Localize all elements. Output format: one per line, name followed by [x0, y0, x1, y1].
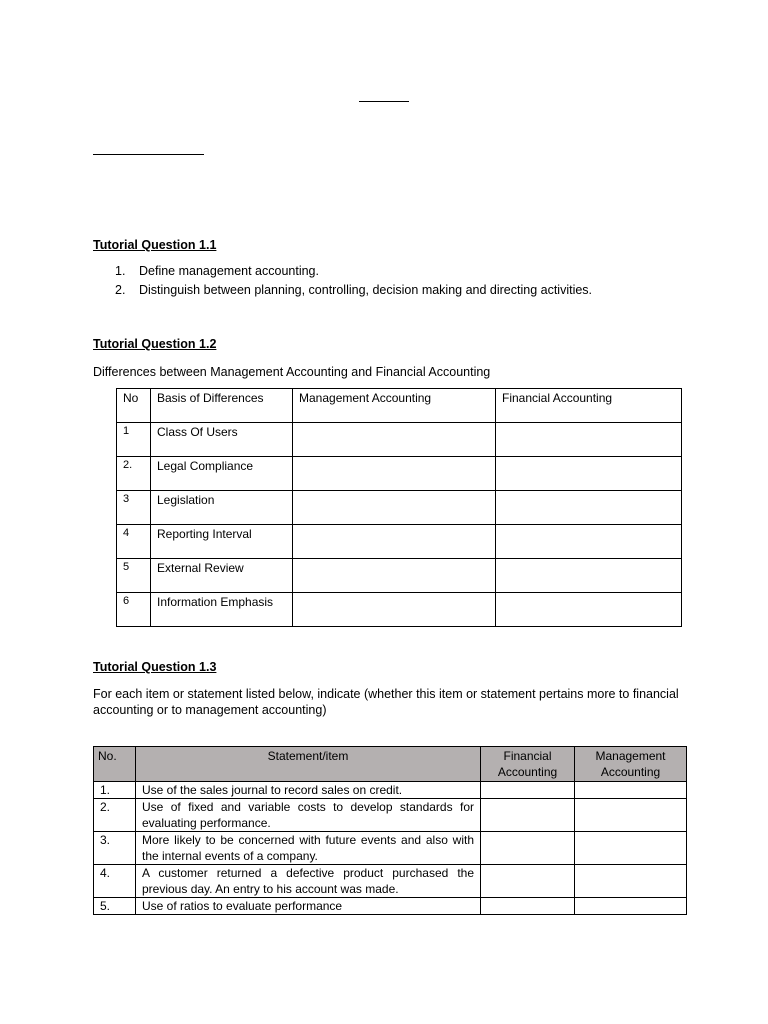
- row-basis: Information Emphasis: [151, 593, 293, 627]
- header-basis: Basis of Differences: [151, 389, 293, 423]
- table-row: [117, 457, 682, 491]
- list-item: [115, 263, 592, 282]
- answer-cell-financial[interactable]: [481, 865, 575, 898]
- answer-cell-management[interactable]: [575, 832, 687, 865]
- q1-heading: Tutorial Question 1.1: [93, 238, 217, 252]
- row-number: 5: [117, 559, 151, 593]
- answer-cell-financial[interactable]: [481, 782, 575, 799]
- answer-cell-management[interactable]: [293, 491, 496, 525]
- row-statement: Use of ratios to evaluate performance: [136, 898, 481, 915]
- answer-cell-financial[interactable]: [496, 593, 682, 627]
- row-number: 3.: [94, 832, 136, 865]
- answer-cell-management[interactable]: [575, 799, 687, 832]
- header-management: Management Accounting: [575, 747, 687, 782]
- answer-cell-management[interactable]: [293, 457, 496, 491]
- list-item-text: Distinguish between planning, controlling, decision making and directing activities.: [139, 283, 593, 297]
- table-row: [94, 782, 687, 799]
- row-basis: Legal Compliance: [151, 457, 293, 491]
- differences-table: [116, 388, 682, 627]
- header-statement: Statement/item: [136, 747, 481, 782]
- table-row: [117, 559, 682, 593]
- answer-cell-financial[interactable]: [481, 832, 575, 865]
- table-row: [117, 593, 682, 627]
- answer-cell-management[interactable]: [293, 593, 496, 627]
- row-basis: Class Of Users: [151, 423, 293, 457]
- statements-table: [93, 746, 687, 915]
- row-number: 3: [117, 491, 151, 525]
- table-row: [117, 491, 682, 525]
- list-item-text: Define management accounting.: [139, 264, 319, 278]
- table-row: [94, 799, 687, 832]
- answer-cell-management[interactable]: [575, 782, 687, 799]
- table-row: [117, 423, 682, 457]
- answer-cell-financial[interactable]: [496, 457, 682, 491]
- table-header-row: [117, 389, 682, 423]
- table-row: [94, 865, 687, 898]
- header-financial: Financial Accounting: [481, 747, 575, 782]
- row-basis: External Review: [151, 559, 293, 593]
- answer-cell-financial[interactable]: [481, 799, 575, 832]
- row-statement: A customer returned a defective product purchased the previous day. An entry to his account was made.: [136, 865, 481, 898]
- row-number: 2.: [117, 457, 151, 491]
- header-management: Management Accounting: [293, 389, 496, 423]
- row-number: 1: [117, 423, 151, 457]
- table-row: [94, 898, 687, 915]
- header-no: No: [117, 389, 151, 423]
- q2-heading: Tutorial Question 1.2: [93, 337, 217, 351]
- list-item: [115, 282, 592, 301]
- top-center-rule: [359, 101, 409, 102]
- table-row: [94, 832, 687, 865]
- row-number: 1.: [94, 782, 136, 799]
- q1-question-list: [115, 263, 592, 301]
- table-row: [117, 525, 682, 559]
- q3-instructions: For each item or statement listed below, indicate (whether this item or statement pertains more to financial accounting or to management accounting): [93, 687, 679, 717]
- answer-cell-management[interactable]: [575, 898, 687, 915]
- header-financial: Financial Accounting: [496, 389, 682, 423]
- row-statement: Use of the sales journal to record sales on credit.: [136, 782, 481, 799]
- answer-cell-management[interactable]: [293, 559, 496, 593]
- header-no: No.: [94, 747, 136, 782]
- answer-cell-management[interactable]: [575, 865, 687, 898]
- row-basis: Legislation: [151, 491, 293, 525]
- answer-cell-financial[interactable]: [496, 525, 682, 559]
- row-number: 4.: [94, 865, 136, 898]
- row-number: 2.: [94, 799, 136, 832]
- answer-cell-management[interactable]: [293, 423, 496, 457]
- row-statement: Use of fixed and variable costs to develop standards for evaluating performance.: [136, 799, 481, 832]
- row-number: 6: [117, 593, 151, 627]
- list-item-number: 1.: [115, 264, 126, 278]
- answer-cell-financial[interactable]: [481, 898, 575, 915]
- row-basis: Reporting Interval: [151, 525, 293, 559]
- answer-cell-financial[interactable]: [496, 423, 682, 457]
- table-header-row: [94, 747, 687, 782]
- answer-cell-management[interactable]: [293, 525, 496, 559]
- answer-cell-financial[interactable]: [496, 491, 682, 525]
- answer-cell-financial[interactable]: [496, 559, 682, 593]
- q3-heading: Tutorial Question 1.3: [93, 660, 217, 674]
- row-number: 5.: [94, 898, 136, 915]
- q2-subtitle: Differences between Management Accounting and Financial Accounting: [93, 365, 491, 379]
- row-statement: More likely to be concerned with future events and also with the internal events of a company.: [136, 832, 481, 865]
- left-heading-rule: [93, 154, 204, 155]
- list-item-number: 2.: [115, 283, 126, 297]
- row-number: 4: [117, 525, 151, 559]
